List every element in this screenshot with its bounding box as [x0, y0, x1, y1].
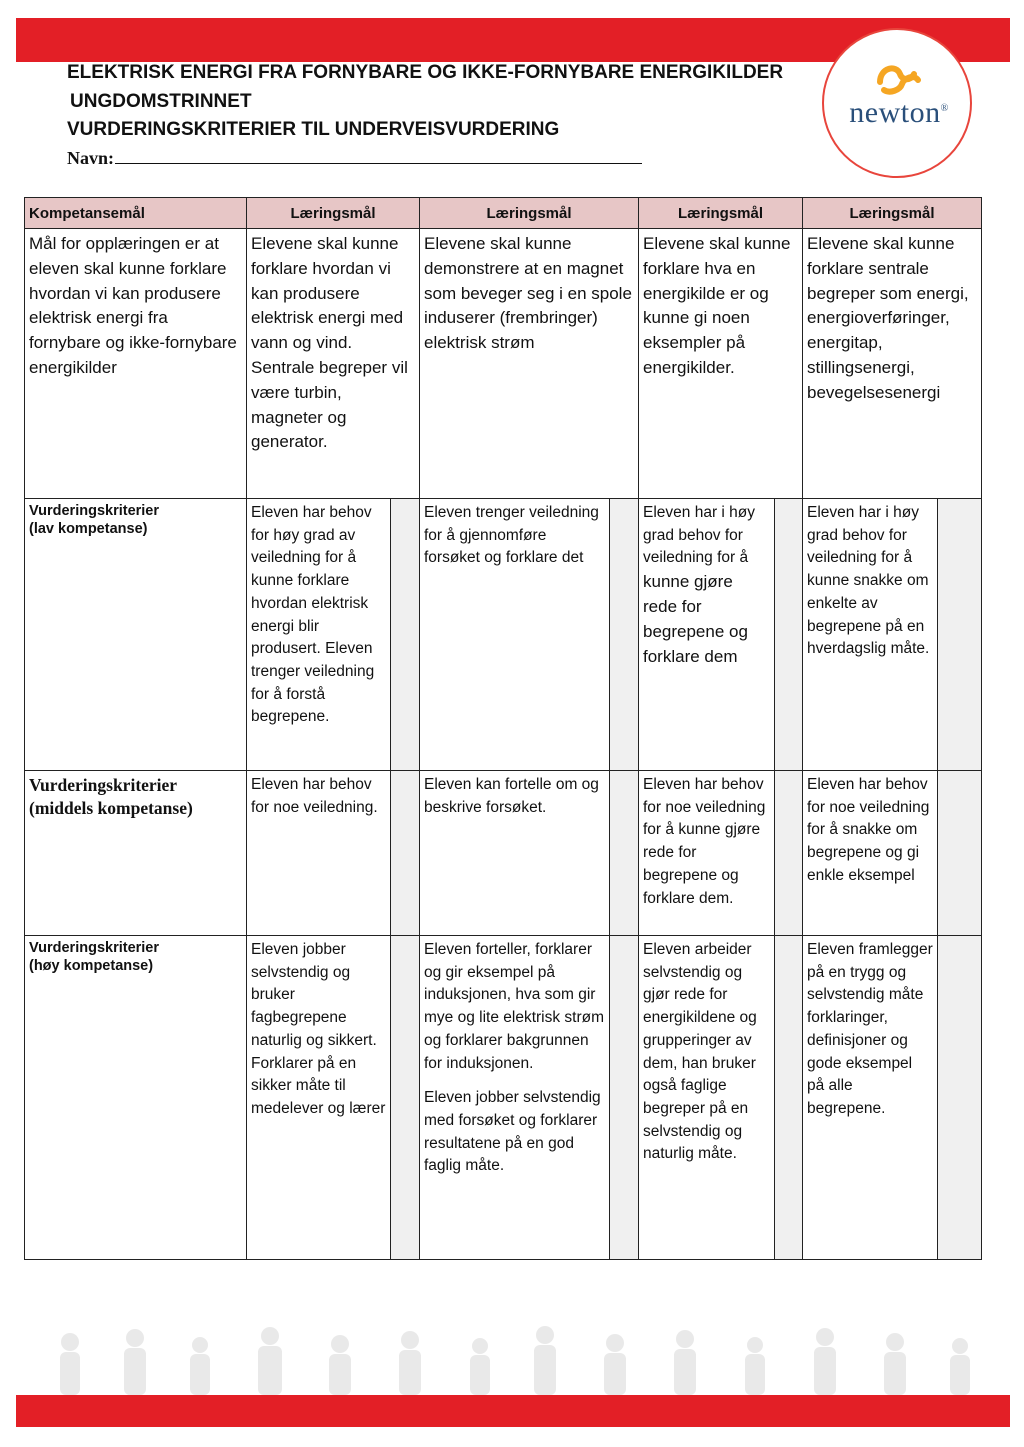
assessment-table	[24, 197, 982, 1260]
name-field[interactable]	[67, 148, 642, 169]
header-laeringsmal-4: Læringsmål	[803, 198, 982, 229]
criteria-label-mid-1: Vurderingskriterier	[29, 775, 178, 795]
mid-cell-2: Eleven kan fortelle om og beskrive forsøket.	[420, 771, 610, 936]
newton-logo	[822, 28, 972, 178]
header-laeringsmal-2: Læringsmål	[420, 198, 639, 229]
title-line-3: VURDERINGSKRITERIER TIL UNDERVEISVURDERING	[67, 119, 560, 140]
bottom-red-bar	[16, 1395, 1010, 1427]
low-cell-3b: kunne gjøre rede for begrepene og forklare dem	[643, 572, 748, 666]
high-cell-2a: Eleven forteller, forklarer og gir eksempel på induksjonen, hva som gir mye og lite elektrisk strøm og forklarer bakgrunnen for induksjonen.	[424, 941, 605, 1072]
table-row-high	[25, 936, 982, 1260]
table-row-goals	[25, 229, 982, 499]
criteria-label-high-1: Vurderingskriterier	[29, 940, 160, 956]
header-laeringsmal-3: Læringsmål	[639, 198, 803, 229]
high-cell-2b: Eleven jobber selvstendig med forsøket og forklarer resultatene på en god faglig måte.	[424, 1089, 601, 1175]
logo-wordmark: newton®	[849, 96, 949, 129]
goal-cell-4: Elevene skal kunne forklare sentrale begreper som energi, energioverføringer, energitap, stillingsenergi, bevegelsesenergi	[803, 229, 982, 499]
title-line-1: ELEKTRISK ENERGI FRA FORNYBARE OG IKKE-FORNYBARE ENERGIKILDER	[67, 62, 784, 83]
high-cell-3: Eleven arbeider selvstendig og gjør rede for energikildene og grupperinger av dem, han bruker også faglige begreper på en selvstendig og naturlig måte.	[639, 936, 775, 1260]
high-cell-4: Eleven framlegger på en trygg og selvstendig måte forklaringer, definisjoner og gode eksempel på alle begrepene.	[803, 936, 938, 1260]
goal-cell-3: Elevene skal kunne forklare hva en energikilde er og kunne gi noen eksempler på energikilder.	[639, 229, 803, 499]
table-row-mid	[25, 771, 982, 936]
high-check-4[interactable]	[938, 936, 982, 1260]
low-cell-2: Eleven trenger veiledning for å gjennomføre forsøket og forklare det	[420, 499, 610, 771]
high-check-2[interactable]	[610, 936, 639, 1260]
people-silhouettes-decoration	[40, 1320, 990, 1395]
criteria-label-high-2: (høy kompetanse)	[29, 958, 154, 974]
low-cell-4: Eleven har i høy grad behov for veiledning for å kunne snakke om enkelte av begrepene på en hverdagslig måte.	[803, 499, 938, 771]
low-check-3[interactable]	[775, 499, 803, 771]
mid-check-2[interactable]	[610, 771, 639, 936]
high-check-3[interactable]	[775, 936, 803, 1260]
high-cell-1: Eleven jobber selvstendig og bruker fagbegrepene naturlig og sikkert. Forklarer på en sikker måte til medelever og lærer	[247, 936, 391, 1260]
table-header-row	[25, 198, 982, 229]
high-cell-2	[420, 936, 610, 1260]
criteria-label-mid-2: (middels kompetanse)	[29, 798, 193, 818]
low-cell-3	[639, 499, 775, 771]
newton-swirl-icon	[874, 60, 924, 96]
mid-cell-3: Eleven har behov for noe veiledning for å kunne gjøre rede for begrepene og forklare dem.	[639, 771, 775, 936]
header-laeringsmal-1: Læringsmål	[247, 198, 420, 229]
low-check-2[interactable]	[610, 499, 639, 771]
mid-check-3[interactable]	[775, 771, 803, 936]
mid-check-1[interactable]	[391, 771, 420, 936]
low-cell-3a: Eleven har i høy grad behov for veiledning for å	[643, 504, 755, 567]
kompetansemal-cell: Mål for opplæringen er at eleven skal kunne forklare hvordan vi kan produsere elektrisk energi fra fornybare og ikke-fornybare energikilder	[25, 229, 247, 499]
goal-cell-1: Elevene skal kunne forklare hvordan vi kan produsere elektrisk energi med vann og vind. Sentrale begreper vil være turbin, magneter og generator.	[247, 229, 420, 499]
table-row-low	[25, 499, 982, 771]
goal-cell-2: Elevene skal kunne demonstrere at en magnet som beveger seg i en spole induserer (frembringer) elektrisk strøm	[420, 229, 639, 499]
low-check-1[interactable]	[391, 499, 420, 771]
criteria-label-mid	[25, 771, 247, 936]
criteria-label-low-1: Vurderingskriterier	[29, 503, 160, 519]
name-line[interactable]	[115, 149, 642, 164]
header-kompetansemal: Kompetansemål	[25, 198, 247, 229]
name-label: Navn:	[67, 148, 115, 168]
mid-cell-4: Eleven har behov for noe veiledning for å snakke om begrepene og gi enkle eksempel	[803, 771, 938, 936]
low-check-4[interactable]	[938, 499, 982, 771]
criteria-label-low	[25, 499, 247, 771]
high-check-1[interactable]	[391, 936, 420, 1260]
criteria-label-high	[25, 936, 247, 1260]
criteria-label-low-2: (lav kompetanse)	[29, 521, 148, 537]
low-cell-1: Eleven har behov for høy grad av veiledning for å kunne forklare hvordan elektrisk energi blir produsert. Eleven trenger veiledning for å forstå begrepene.	[247, 499, 391, 771]
mid-cell-1: Eleven har behov for noe veiledning.	[247, 771, 391, 936]
mid-check-4[interactable]	[938, 771, 982, 936]
title-line-2: UNGDOMSTRINNET	[70, 91, 252, 112]
